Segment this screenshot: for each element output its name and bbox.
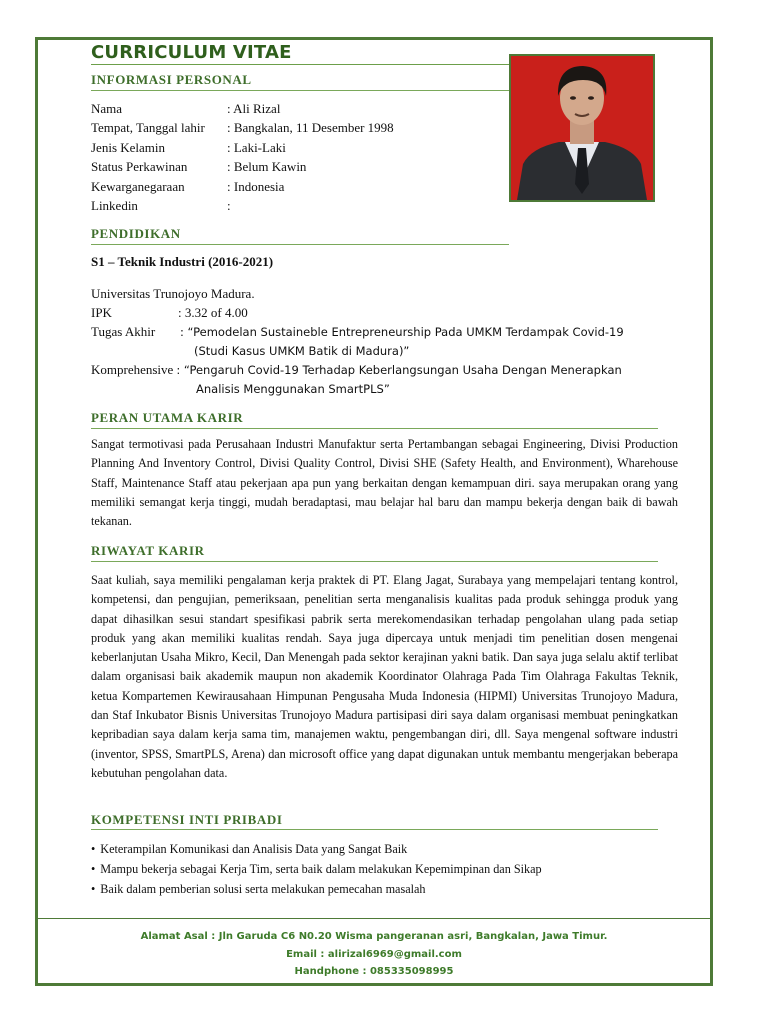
section-heading-personal: INFORMASI PERSONAL [91,72,252,87]
section-heading-education: PENDIDIKAN [91,226,181,241]
list-item: • Baik dalam pemberian solusi serta melakukan pemecahan masalah [91,879,542,899]
thesis-row [91,324,624,340]
ipk-value: : 3.32 of 4.00 [178,305,248,320]
info-value: : Belum Kawin [227,159,307,175]
thesis-title-line1: : “Pemodelan Sustaineble Entrepreneurship Pada UMKM Terdampak Covid-19 [180,325,624,339]
ipk-label: IPK [91,305,112,320]
thesis-title-line2: (Studi Kasus UMKM Batik di Madura)” [194,344,410,358]
profile-photo [509,54,655,202]
section-divider [91,561,658,562]
section-heading-competencies: KOMPETENSI INTI PRIBADI [91,812,283,827]
list-item: • Keterampilan Komunikasi dan Analisis Data yang Sangat Baik [91,839,542,859]
info-label: Jenis Kelamin [91,139,166,155]
info-row-linkedin [91,196,394,215]
info-label: Tempat, Tanggal lahir [91,120,205,136]
section-heading-career-role: PERAN UTAMA KARIR [91,410,244,425]
comprehensive-row [91,362,622,378]
section-divider [91,428,658,429]
info-label: Nama [91,101,123,116]
competency-list [91,839,542,899]
info-label: Kewarganegaraan [91,178,185,194]
info-value: : [227,198,231,214]
info-row-birth [91,118,394,137]
comprehensive-label: Komprehensive [91,362,174,377]
info-label: Status Perkawinan [91,159,188,175]
section-heading-career-history: RIWAYAT KARIR [91,543,205,558]
comprehensive-title-line1: : “Pengaruh Covid-19 Terhadap Keberlangsungan Usaha Dengan Menerapkan [176,363,622,377]
university-name: Universitas Trunojoyo Madura. [91,286,255,301]
info-value: : Laki-Laki [227,139,286,155]
person-portrait-icon [511,56,653,200]
comprehensive-title-line2: Analisis Menggunakan SmartPLS” [196,382,390,396]
info-label: Linkedin [91,198,138,214]
footer-divider [38,918,710,919]
info-row-citizenship [91,177,394,196]
footer-address: Alamat Asal : Jln Garuda C6 N0.20 Wisma pangeranan asri, Bangkalan, Jawa Timur. [140,931,608,942]
title-divider [91,64,509,65]
degree-title: S1 – Teknik Industri (2016-2021) [91,254,274,269]
info-row-marital [91,157,394,176]
info-row-name [91,99,394,118]
thesis-label: Tugas Akhir [91,324,156,339]
section-divider [91,244,509,245]
personal-info-list [91,99,394,215]
info-value: : Bangkalan, 11 Desember 1998 [227,120,394,136]
section-divider [91,829,658,830]
section-divider [91,90,509,91]
info-value: : Indonesia [227,178,285,194]
info-row-gender [91,138,394,157]
ipk-row [91,305,248,321]
career-history-paragraph: Saat kuliah, saya memiliki pengalaman kerja praktek di PT. Elang Jagat, Surabaya yang mempelajari tentang kontrol, kompetensi, dan pengujian, pemeriksaan, penelitian serta menganalisis kualitas pada produk sehingga produk yang dapat dihasilkan sesui standart spesifikasi pabrik serta merekomendasikan terhadap pengolahan ulang pada setiap produk yang akan memiliki kualitas rendah. Saya juga dipercaya untuk menjadi tim penelitian dosen mengenai keberlanjutan Usaha Mikro, Kecil, Dan Menengah pada sektor kerajinan yakni batik. Dan saya juga selalu aktif terlibat dalam organisasi baik akademik maupun non akademik Koordinator Olahraga Pada Tim Olahraga Fakultas Teknik, ketua Kompartemen Kewirausahaan Himpunan Pengusaha Muda Indonesia (HIPMI) Universitas Trunojoyo Madura, dan Staf Inkubator Bisnis Universitas Trunojoyo Madura partisipasi diri saya dalam organisasi membuat peningkatkan kepribadian saya dalam kerja sama tim, manajemen waktu, pengembangan diri, dll. Saya mengenal software industri (inventor, SPSS, SmartPLS, Arena) dan microsoft office yang dapat digunakan untuk membantu mengerjakan beberapa kebutuhan pengolahan data. [91,573,678,780]
list-item: • Mampu bekerja sebagai Kerja Tim, serta baik dalam melakukan Kepemimpinan dan Sikap [91,859,542,879]
footer-phone: Handphone : 085335098995 [294,966,454,977]
info-value: : Ali Rizal [227,101,281,116]
page-title: CURRICULUM VITAE [91,42,292,63]
career-role-paragraph: Sangat termotivasi pada Perusahaan Industri Manufaktur serta Pertambangan sebagai Engineering, Divisi Production Planning And Inventory Control, Divisi Quality Control, Divisi SHE (Safety Health, and Environment), Wharehouse Staff, Maintenance Staff atau pekerjaan apa pun yang berkaitan dengan kemampuan diri. saya merupakan orang yang memiliki semangat kerja tinggi, mudah beradaptasi, mau belajar hal baru dan mampu bekerja dengan baik di bawah tekanan. [91,437,678,529]
footer-email: Email : alirizal6969@gmail.com [286,949,462,960]
